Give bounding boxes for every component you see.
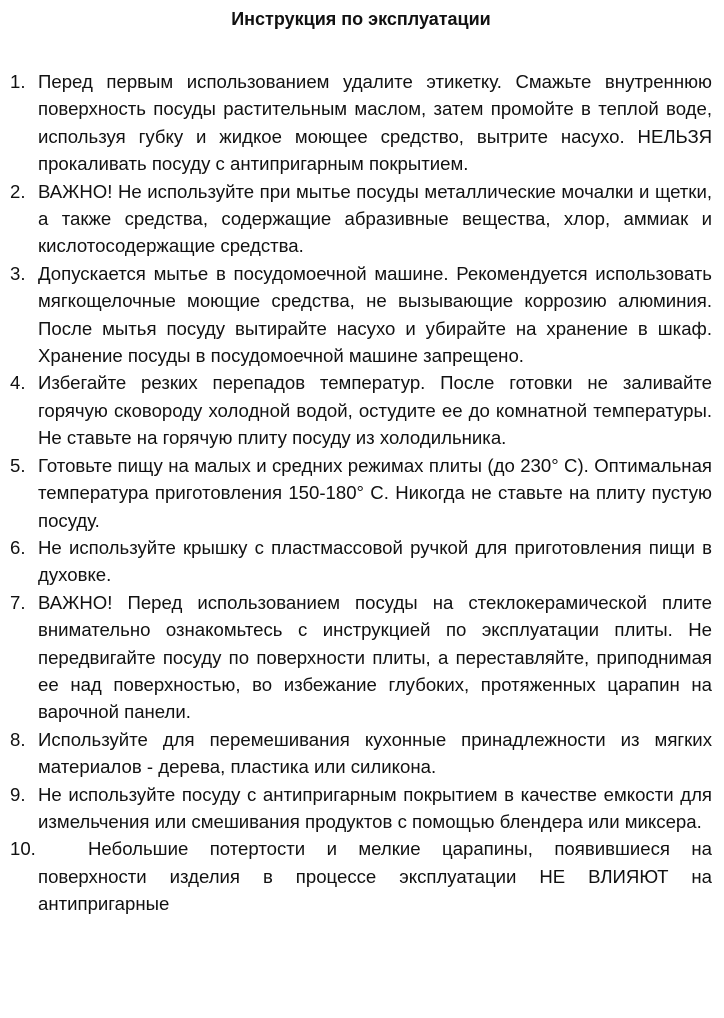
item-text: ВАЖНО! Перед использованием посуды на стеклокерамической плите внимательно ознакомьтесь с инструкцией по эксплуатации плиты. Не передвигайте посуду по поверхности плиты, а переставляйте, приподнимая ее над поверхностью, во избежание глубоких, протяженных царапин на варочной панели. xyxy=(38,591,712,723)
item-text: Перед первым использованием удалите этикетку. Смажьте внутреннюю поверхность посуды растительным маслом, затем промойте в теплой воде, используя губку и жидкое моющее средство, вытрите насухо. НЕЛЬЗЯ прокаливать посуду с антипригарным покрытием. xyxy=(38,71,712,175)
list-item xyxy=(10,835,712,917)
item-number: 6. xyxy=(10,536,26,558)
item-number: 8. xyxy=(10,728,26,750)
item-number: 9. xyxy=(10,783,26,805)
list-item xyxy=(10,260,712,370)
item-number: 4. xyxy=(10,372,26,394)
item-number: 7. xyxy=(10,591,26,613)
instruction-list xyxy=(10,68,712,918)
item-text: Избегайте резких перепадов температур. После готовки не заливайте горячую сковороду холодной водой, остудите ее до комнатной температуры. Не ставьте на горячую плиту посуду из холодильника. xyxy=(38,372,712,449)
item-number: 2. xyxy=(10,180,26,202)
item-number: 5. xyxy=(10,454,26,476)
list-item xyxy=(10,68,712,178)
item-number: 10. xyxy=(10,838,36,860)
item-text: Не используйте посуду с антипригарным покрытием в качестве емкости для измельчения или смешивания продуктов с помощью блендера или миксера. xyxy=(38,783,712,832)
item-text: Небольшие потертости и мелкие царапины, появившиеся на поверхности изделия в процессе эксплуатации НЕ ВЛИЯЮТ на антипригарные xyxy=(38,838,712,915)
item-number: 1. xyxy=(10,71,26,92)
list-item xyxy=(10,781,712,836)
list-item xyxy=(10,589,712,726)
item-text: Не используйте крышку с пластмассовой ручкой для приготовления пищи в духовке. xyxy=(38,536,712,586)
document-title: Инструкция по эксплуатации xyxy=(231,9,491,29)
list-item xyxy=(10,534,712,589)
item-number: 3. xyxy=(10,262,26,284)
list-item xyxy=(10,369,712,451)
item-text: Используйте для перемешивания кухонные принадлежности из мягких материалов - дерева, пластика или силикона. xyxy=(38,728,712,778)
item-text: Готовьте пищу на малых и средних режимах плиты (до 230° С). Оптимальная температура приготовления 150-180° С. Никогда не ставьте на плиту пустую посуду. xyxy=(38,454,712,531)
item-text: Допускается мытье в посудомоечной машине. Рекомендуется использовать мягкощелочные моющие средства, не вызывающие коррозию алюминия. После мытья посуду вытирайте насухо и убирайте на хранение в шкаф. Хранение посуды в посудомоечной машине запрещено. xyxy=(38,262,712,367)
list-item xyxy=(10,726,712,781)
item-text: ВАЖНО! Не используйте при мытье посуды металлические мочалки и щетки, а также средства, содержащие абразивные вещества, хлор, аммиак и кислотосодержащие средства. xyxy=(38,180,712,257)
list-item xyxy=(10,178,712,260)
list-item xyxy=(10,452,712,534)
